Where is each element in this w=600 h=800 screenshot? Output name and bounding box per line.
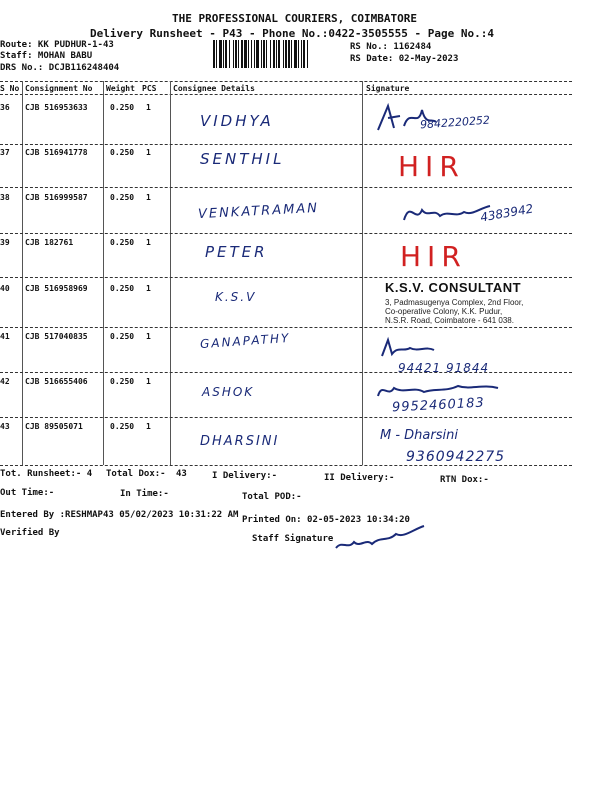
verified-by: Verified By: [0, 528, 60, 538]
consultant-stamp: [385, 280, 550, 325]
row-weight: 0.250: [110, 422, 135, 431]
row-sno: 41: [0, 332, 10, 341]
row-consignee: GANAPATHY: [199, 330, 291, 352]
row-consignment: CJB 516941778: [25, 148, 88, 157]
row-sno: 38: [0, 193, 10, 202]
row-sno: 39: [0, 238, 10, 247]
entered-by: Entered By :RESHMAP43 05/02/2023 10:31:22 AM: [0, 510, 239, 520]
row-consignee: ASHOK: [202, 385, 255, 399]
row-pcs: 1: [146, 332, 151, 341]
row-weight: 0.250: [110, 103, 135, 112]
row-sno: 43: [0, 422, 10, 431]
row-consignee: PETER: [205, 243, 268, 261]
i-delivery: I Delivery:-: [212, 471, 278, 481]
row-signature: 9842220252: [419, 113, 491, 132]
row-consignment: CJB 516999587: [25, 193, 88, 202]
stamp-address-line: 3, Padmasugenya Complex, 2nd Floor,: [385, 298, 524, 307]
staff-signature-scribble: [330, 520, 430, 554]
row-weight: 0.250: [110, 332, 135, 341]
ii-delivery: II Delivery:-: [324, 473, 395, 483]
row-consignee: VENKATRAMAN: [197, 200, 320, 223]
row-consignment: CJB 516953633: [25, 103, 88, 112]
row-consignee: DHARSINI: [200, 434, 280, 449]
row-consignee: VIDHYA: [200, 112, 274, 130]
row-sno: 36: [0, 103, 10, 112]
row-weight: 0.250: [110, 148, 135, 157]
row-sno: 40: [0, 284, 10, 293]
row-sno: 37: [0, 148, 10, 157]
row-signature: HIR: [398, 150, 465, 183]
signature-scribble: [378, 336, 468, 360]
row-signature: 4383942: [479, 201, 535, 225]
row-weight: 0.250: [110, 284, 135, 293]
signature-initial: M - Dharsini: [380, 428, 458, 443]
company-title: THE PROFESSIONAL COURIERS, COIMBATORE: [172, 12, 418, 25]
rs-date: RS Date: 02-May-2023: [350, 54, 459, 64]
row-consignment: CJB 89505071: [25, 422, 83, 431]
row-signature: 9360942275: [406, 449, 506, 465]
staff-signature-label: Staff Signature: [252, 534, 334, 544]
row-signature: 9952460183: [391, 395, 486, 416]
row-consignment: CJB 516958969: [25, 284, 88, 293]
barcode: [213, 40, 347, 70]
row-pcs: 1: [146, 103, 151, 112]
stamp-address-line: N.S.R. Road, Coimbatore - 641 038.: [385, 316, 514, 325]
in-time: In Time:-: [120, 489, 169, 499]
runsheet-subtitle: Delivery Runsheet - P43 - Phone No.:0422-3505555 - Page No.:4: [90, 27, 494, 40]
row-consignment: CJB 517040835: [25, 332, 88, 341]
row-signature: 94421 91844: [398, 361, 490, 375]
row-weight: 0.250: [110, 238, 135, 247]
route-label: Route: KK PUDHUR-1-43: [0, 40, 114, 50]
row-consignee: K.S.V: [215, 290, 257, 304]
staff-label: Staff: MOHAN BABU: [0, 51, 93, 61]
printed-on: Printed On: 02-05-2023 10:34:20: [242, 515, 410, 525]
tot-runsheet: Tot. Runsheet:- 4: [0, 469, 93, 479]
row-pcs: 1: [146, 148, 151, 157]
total-dox-label: Total Dox:-: [106, 469, 166, 479]
column-header-consignment: Consignment No: [25, 84, 93, 93]
row-consignment: CJB 182761: [25, 238, 74, 247]
row-weight: 0.250: [110, 193, 135, 202]
row-signature: HIR: [400, 240, 467, 273]
column-header-signature: Signature: [366, 84, 410, 93]
row-pcs: 1: [146, 377, 151, 386]
row-pcs: 1: [146, 422, 151, 431]
total-pod: Total POD:-: [242, 492, 302, 502]
row-consignee: SENTHIL: [200, 150, 285, 168]
row-weight: 0.250: [110, 377, 135, 386]
row-sno: 42: [0, 377, 10, 386]
column-header-weight: Weight: [106, 84, 135, 93]
rs-number: RS No.: 1162484: [350, 42, 432, 52]
row-pcs: 1: [146, 193, 151, 202]
column-header-consignee: Consignee Details: [173, 84, 255, 93]
stamp-title: K.S.V. CONSULTANT: [385, 280, 522, 295]
column-header-pcs: PCS: [142, 84, 157, 93]
row-pcs: 1: [146, 284, 151, 293]
out-time: Out Time:-: [0, 488, 55, 498]
row-consignment: CJB 516655406: [25, 377, 88, 386]
rtn-dox: RTN Dox:-: [440, 475, 489, 485]
column-header-sno: S No: [0, 84, 20, 93]
row-pcs: 1: [146, 238, 151, 247]
stamp-address-line: Co-operative Colony, K.K. Pudur,: [385, 307, 503, 316]
drs-number: DRS No.: DCJB116248404: [0, 63, 120, 73]
total-dox-value: 43: [176, 469, 187, 479]
